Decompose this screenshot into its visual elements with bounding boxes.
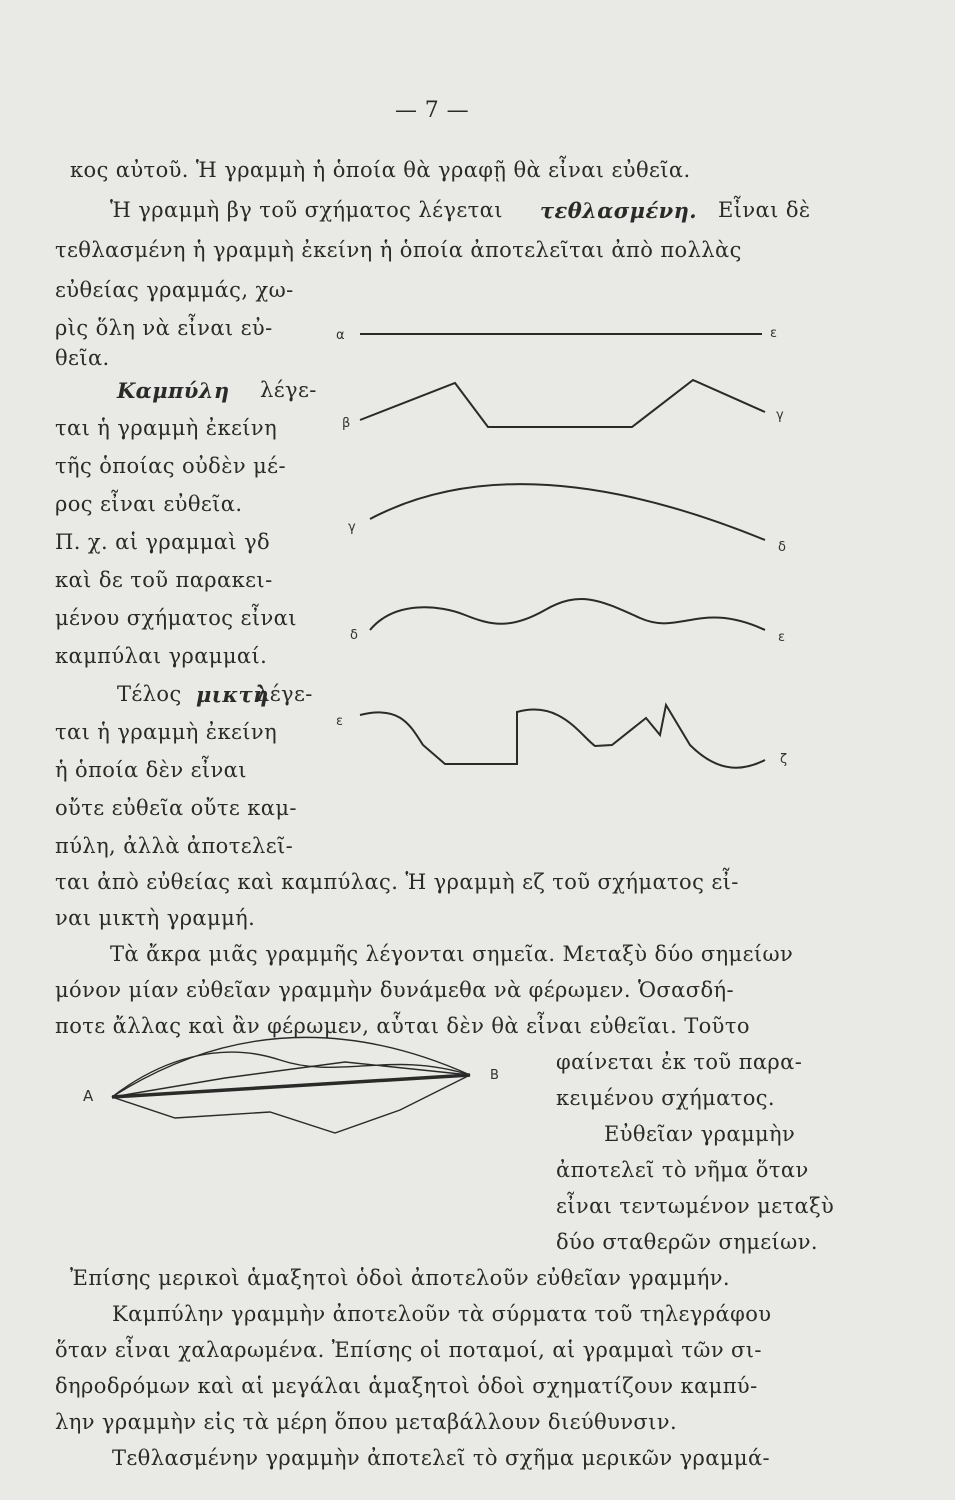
text-line: Τέλος — [117, 682, 182, 706]
text-line: ὅταν εἶναι χαλαρωμένα. Ἐπίσης οἱ ποταμοί, αἱ γραμμαὶ τῶν σι- — [55, 1338, 762, 1362]
text-line: Ἐπίσης μερικοὶ ἁμαξητοὶ ὁδοὶ ἀποτελοῦν εὐθεῖαν γραμμήν. — [70, 1266, 730, 1290]
text-line: πύλη, ἀλλὰ ἀποτελεῖ- — [55, 834, 294, 858]
text-line: λέγε- — [260, 378, 317, 402]
text-line: ἡ ὁποία δὲν εἶναι — [55, 758, 247, 782]
label-point-b: Β — [490, 1068, 499, 1083]
term-polyline: τεθλασμένη. — [540, 198, 697, 223]
label-gamma: γ — [776, 408, 784, 423]
label-epsilon: ε — [336, 714, 344, 729]
text-line: φαίνεται ἐκ τοῦ παρα- — [556, 1050, 803, 1074]
label-delta: δ — [350, 628, 358, 643]
text-line: Εἶναι δὲ — [718, 198, 811, 222]
text-line: τεθλασμένη ἡ γραμμὴ ἐκείνη ἡ ὁποία ἀποτελεῖται ἀπὸ πολλὰς — [55, 238, 742, 262]
page-number: — 7 — — [395, 98, 469, 123]
text-line: κος αὐτοῦ. Ἡ γραμμὴ ἡ ὁποία θὰ γραφῇ θὰ εἶναι εὐθεῖα. — [70, 158, 691, 182]
straight-segment-ab — [112, 1075, 470, 1097]
term-mixed: μικτὴ — [196, 682, 269, 707]
text-line: μόνον μίαν εὐθεῖαν γραμμὴν δυνάμεθα νὰ φέρωμεν. Ὁσασδή- — [55, 978, 734, 1002]
term-curve: Καμπύλη — [117, 378, 230, 403]
text-line: καμπύλαι γραμμαί. — [55, 644, 268, 668]
lower-polyline — [112, 1075, 470, 1133]
text-line: θεῖα. — [55, 346, 110, 370]
text-line: δύο σταθερῶν σημείων. — [556, 1230, 818, 1254]
text-line: Ἡ γραμμὴ βγ τοῦ σχήματος λέγεται — [110, 198, 503, 222]
label-delta: δ — [778, 540, 786, 555]
text-line: ἀποτελεῖ τὸ νῆμα ὅταν — [556, 1158, 809, 1182]
label-gamma: γ — [348, 520, 356, 535]
text-line: λην γραμμὴν εἰς τὰ μέρη ὅπου μεταβάλλουν διεύθυνσιν. — [55, 1410, 678, 1434]
label-alpha: α — [336, 328, 345, 343]
text-line: μένου σχήματος εἶναι — [55, 606, 297, 630]
text-line: ται ἡ γραμμὴ ἐκείνη — [55, 416, 278, 440]
text-line: δηροδρόμων καὶ αἱ μεγάλαι ἁμαξητοὶ ὁδοὶ σχηματίζουν καμπύ- — [55, 1374, 758, 1398]
text-line: ναι μικτὴ γραμμή. — [55, 906, 256, 930]
text-line: Εὐθεῖαν γραμμὴν — [604, 1122, 796, 1146]
text-line: οὔτε εὐθεῖα οὔτε καμ- — [55, 796, 297, 820]
text-line: ποτε ἄλλας καὶ ἂν φέρωμεν, αὗται δὲν θὰ εἶναι εὐθεῖαι. Τοῦτο — [55, 1014, 750, 1038]
text-line: ται ἡ γραμμὴ ἐκείνη — [55, 720, 278, 744]
text-line: Τὰ ἄκρα μιᾶς γραμμῆς λέγονται σημεῖα. Μεταξὺ δύο σημείων — [110, 942, 794, 966]
wavy-path — [112, 1052, 470, 1097]
label-zeta: ζ — [780, 752, 788, 767]
text-line: κειμένου σχήματος. — [556, 1086, 775, 1110]
text-line: καὶ δε τοῦ παρακει- — [55, 568, 273, 592]
text-line: Τεθλασμένην γραμμὴν ἀποτελεῖ τὸ σχῆμα μερικῶν γραμμά- — [112, 1446, 771, 1470]
label-epsilon: ε — [770, 326, 778, 341]
label-epsilon: ε — [778, 630, 786, 645]
text-line: ρὶς ὅλη νὰ εἶναι εὐ- — [55, 316, 273, 340]
text-line: Π. χ. αἱ γραμμαὶ γδ — [55, 530, 271, 554]
text-line: λέγε- — [256, 682, 313, 706]
text-line: Καμπύλην γραμμὴν ἀποτελοῦν τὰ σύρματα τοῦ τηλεγράφου — [112, 1302, 772, 1326]
text-line: εὐθείας γραμμάς, χω- — [55, 278, 294, 302]
label-point-a: Α — [83, 1087, 94, 1105]
text-line: ται ἀπὸ εὐθείας καὶ καμπύλας. Ἡ γραμμὴ εζ τοῦ σχήματος εἶ- — [55, 870, 739, 894]
text-line: τῆς ὁποίας οὐδὲν μέ- — [55, 454, 286, 478]
text-line: εἶναι τεντωμένον μεταξὺ — [556, 1194, 835, 1218]
label-beta: β — [342, 416, 351, 431]
text-line: ρος εἶναι εὐθεῖα. — [55, 492, 243, 516]
